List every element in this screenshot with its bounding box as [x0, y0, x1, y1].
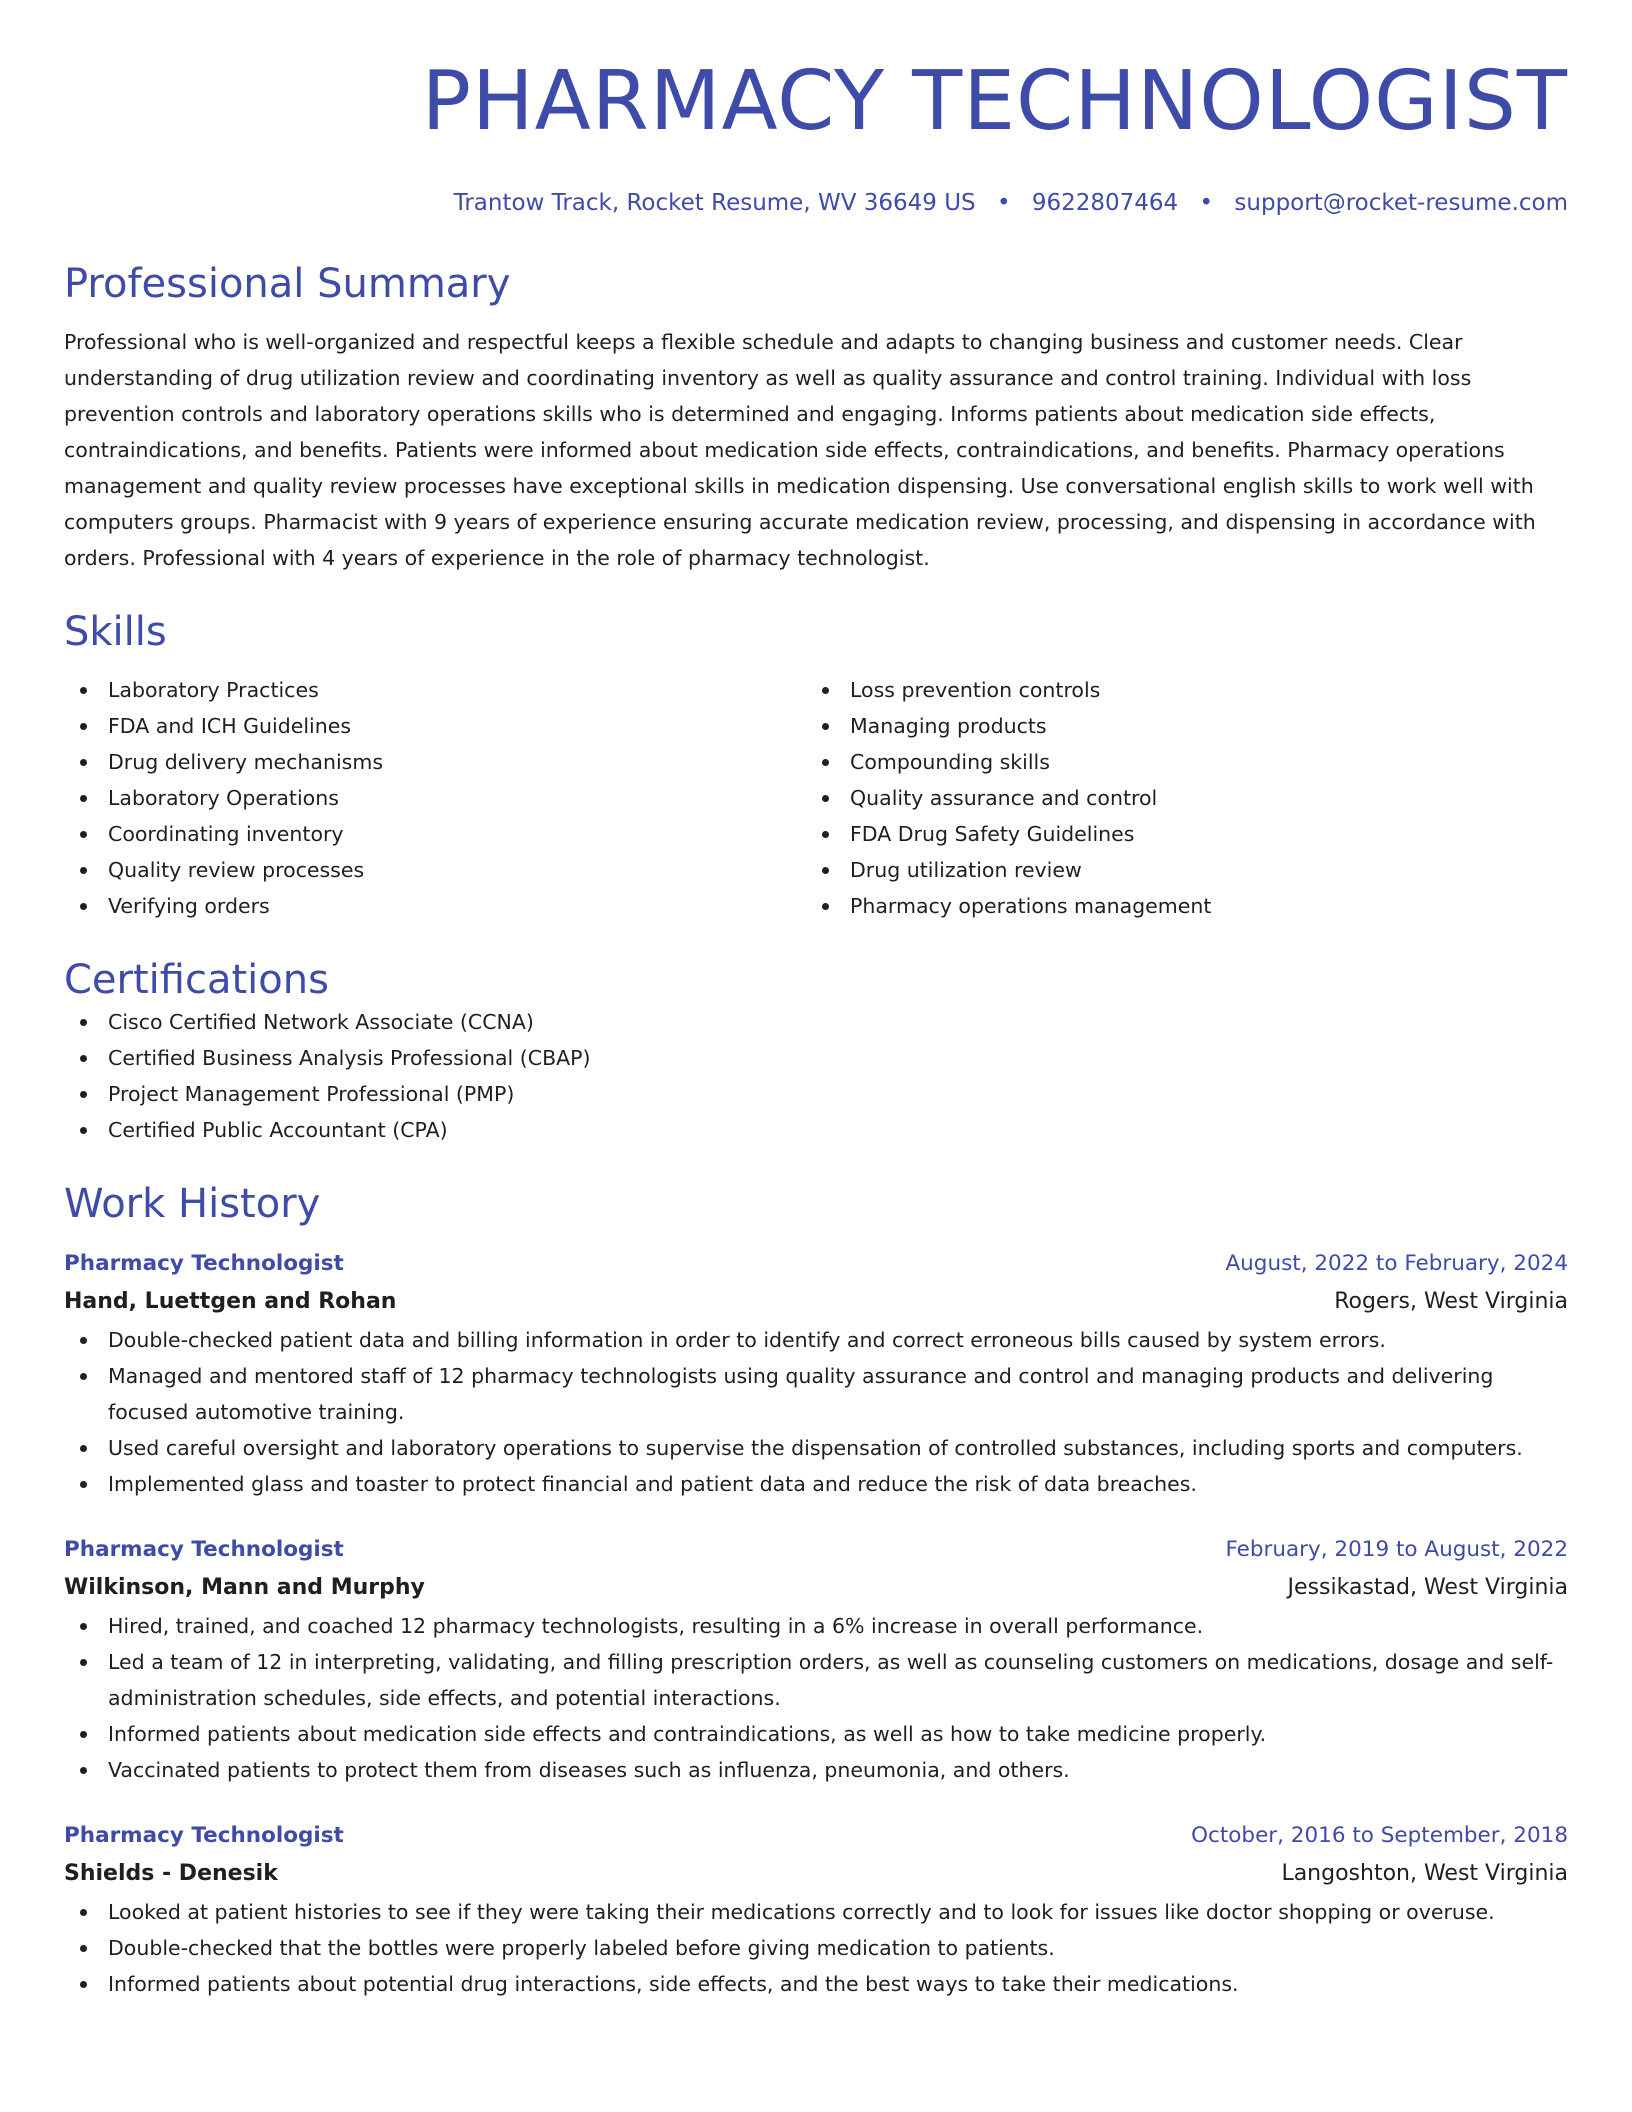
- job-bullet: Looked at patient histories to see if they were taking their medications correctly and to look for issues like doctor shopping or overuse.: [64, 1894, 1568, 1930]
- job-entry: [64, 1532, 1568, 1788]
- job-header-row: [64, 1532, 1568, 1568]
- job-title: Pharmacy Technologist: [64, 1537, 344, 1562]
- job-bullet: Informed patients about potential drug interactions, side effects, and the best ways to take their medications.: [64, 1966, 1568, 2002]
- job-company: Wilkinson, Mann and Murphy: [64, 1575, 425, 1600]
- job-bullet: Informed patients about medication side effects and contraindications, as well as how to take medicine properly.: [64, 1716, 1568, 1752]
- skill-item: Pharmacy operations management: [806, 888, 1548, 924]
- contact-phone: 9622807464: [1031, 190, 1179, 216]
- certifications-heading: Certifications: [64, 957, 329, 1003]
- job-entry: [64, 1818, 1568, 2002]
- job-bullet: Double-checked that the bottles were properly labeled before giving medication to patients.: [64, 1930, 1568, 1966]
- skill-item: Drug delivery mechanisms: [64, 744, 806, 780]
- job-company-row: [64, 1854, 1568, 1894]
- job-location: Jessikastad, West Virginia: [1287, 1575, 1568, 1600]
- certification-item: Project Management Professional (PMP): [64, 1076, 1568, 1112]
- job-company: Hand, Luettgen and Rohan: [64, 1289, 397, 1314]
- job-location: Langoshton, West Virginia: [1281, 1861, 1568, 1886]
- certifications-list: [64, 1004, 1568, 1148]
- job-header-row: [64, 1246, 1568, 1282]
- contact-address: Trantow Track, Rocket Resume, WV 36649 US: [453, 190, 976, 216]
- contact-separator: •: [996, 190, 1011, 216]
- skill-item: Loss prevention controls: [806, 672, 1548, 708]
- skills-grid: [64, 672, 1568, 924]
- skill-item: Quality review processes: [64, 852, 806, 888]
- job-bullet: Used careful oversight and laboratory operations to supervise the dispensation of controlled substances, including sports and computers.: [64, 1430, 1568, 1466]
- skill-item: FDA and ICH Guidelines: [64, 708, 806, 744]
- job-title: Pharmacy Technologist: [64, 1251, 344, 1276]
- certifications-section: [64, 956, 1568, 1148]
- job-location: Rogers, West Virginia: [1334, 1289, 1568, 1314]
- summary-heading: Professional Summary: [64, 261, 511, 307]
- job-header-row: [64, 1818, 1568, 1854]
- skills-heading: Skills: [64, 609, 167, 655]
- resume-name: PHARMACY TECHNOLOGIST: [421, 54, 1568, 149]
- job-bullet: Led a team of 12 in interpreting, validating, and filling prescription orders, as well as counseling customers on medications, dosage and self-administration schedules, side effects, and potential interactions.: [64, 1644, 1568, 1716]
- job-bullet: Hired, trained, and coached 12 pharmacy technologists, resulting in a 6% increase in overall performance.: [64, 1608, 1568, 1644]
- skills-list-right: [806, 672, 1548, 924]
- work-history-heading: Work History: [64, 1181, 321, 1227]
- skill-item: Laboratory Operations: [64, 780, 806, 816]
- job-company-row: [64, 1282, 1568, 1322]
- skills-column-left: [64, 672, 806, 924]
- skills-section: [64, 608, 1568, 924]
- job-dates: October, 2016 to September, 2018: [1191, 1823, 1568, 1848]
- job-company-row: [64, 1568, 1568, 1608]
- skill-item: FDA Drug Safety Guidelines: [806, 816, 1548, 852]
- job-bullet: Managed and mentored staff of 12 pharmacy technologists using quality assurance and control and managing products and delivering focused automotive training.: [64, 1358, 1568, 1430]
- job-bullet: Implemented glass and toaster to protect financial and patient data and reduce the risk of data breaches.: [64, 1466, 1568, 1502]
- job-bullets: [64, 1894, 1568, 2002]
- job-entry: [64, 1246, 1568, 1502]
- skill-item: Verifying orders: [64, 888, 806, 924]
- contact-email: support@rocket-resume.com: [1234, 190, 1568, 216]
- job-bullets: [64, 1608, 1568, 1788]
- skill-item: Quality assurance and control: [806, 780, 1548, 816]
- summary-text: Professional who is well-organized and respectful keeps a flexible schedule and adapts to changing business and customer needs. Clear understanding of drug utilization review and coordinating inventory as well as quality assurance and control training. Individual with loss prevention controls and laboratory operations skills who is determined and engaging. Informs patients about medication side effects, contraindications, and benefits. Patients were informed about medication side effects, contraindications, and benefits. Pharmacy operations management and quality review processes have exceptional skills in medication dispensing. Use conversational english skills to work well with computers groups. Pharmacist with 9 years of experience ensuring accurate medication review, processing, and dispensing in accordance with orders. Professional with 4 years of experience in the role of pharmacy technologist.: [64, 330, 1536, 570]
- summary-section: [64, 260, 1568, 576]
- contact-line: [64, 188, 1568, 218]
- contact-separator: •: [1199, 190, 1214, 216]
- certification-item: Certified Public Accountant (CPA): [64, 1112, 1568, 1148]
- work-history-section: [64, 1180, 1568, 2002]
- certification-item: Cisco Certified Network Associate (CCNA): [64, 1004, 1568, 1040]
- job-dates: August, 2022 to February, 2024: [1225, 1251, 1568, 1276]
- job-bullets: [64, 1322, 1568, 1502]
- job-bullet: Vaccinated patients to protect them from diseases such as influenza, pneumonia, and others.: [64, 1752, 1568, 1788]
- skills-list-left: [64, 672, 806, 924]
- skill-item: Coordinating inventory: [64, 816, 806, 852]
- skill-item: Drug utilization review: [806, 852, 1548, 888]
- job-title: Pharmacy Technologist: [64, 1823, 344, 1848]
- skill-item: Compounding skills: [806, 744, 1548, 780]
- skills-column-right: [806, 672, 1548, 924]
- skill-item: Laboratory Practices: [64, 672, 806, 708]
- certification-item: Certified Business Analysis Professional (CBAP): [64, 1040, 1568, 1076]
- skill-item: Managing products: [806, 708, 1548, 744]
- job-company: Shields - Denesik: [64, 1861, 278, 1886]
- job-bullet: Double-checked patient data and billing information in order to identify and correct erroneous bills caused by system errors.: [64, 1322, 1568, 1358]
- job-dates: February, 2019 to August, 2022: [1225, 1537, 1568, 1562]
